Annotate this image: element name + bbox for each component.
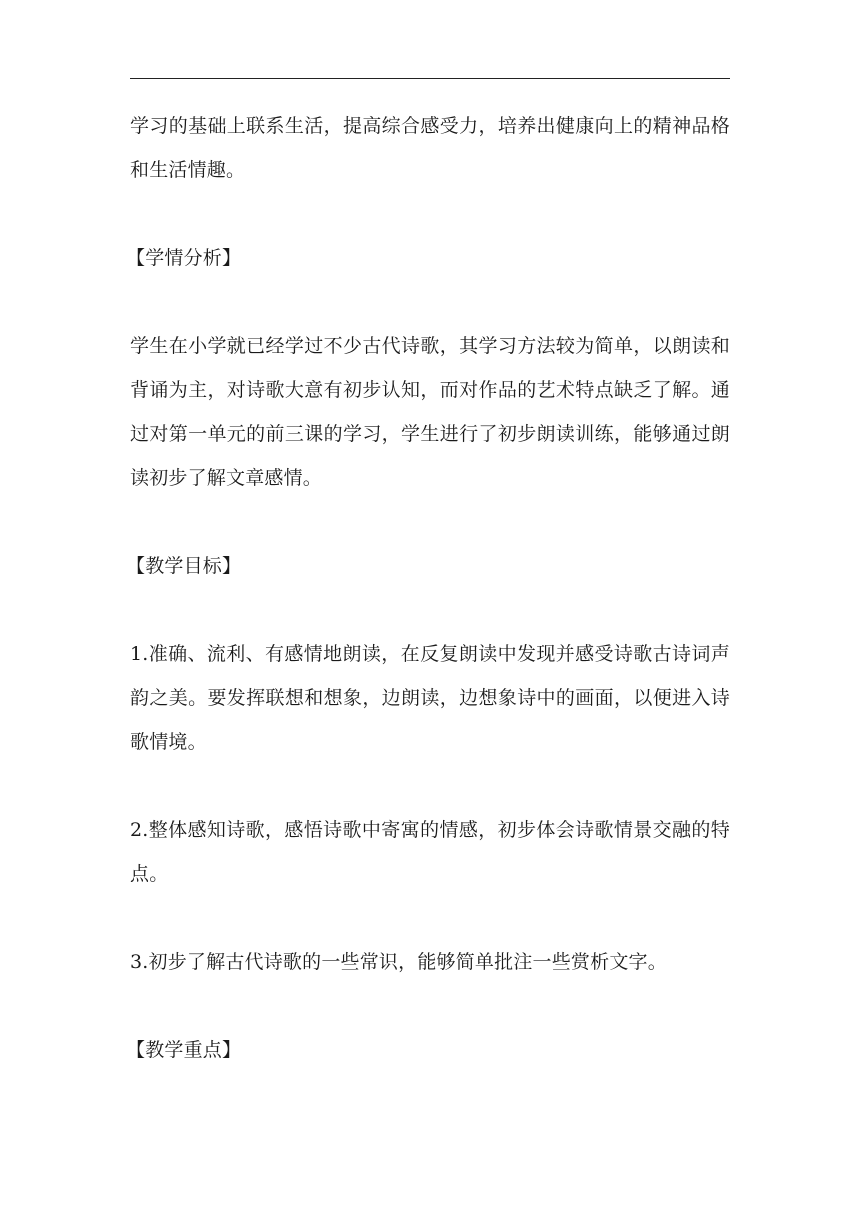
header-rule xyxy=(130,78,730,79)
goal-2: 2.整体感知诗歌，感悟诗歌中寄寓的情感，初步体会诗歌情景交融的特点。 xyxy=(130,819,730,885)
learning-analysis-paragraph: 学生在小学就已经学过不少古代诗歌，其学习方法较为简单，以朗读和背诵为主，对诗歌大意有初步认知，而对作品的艺术特点缺乏了解。通过对第一单元的前三课的学习，学生进行了初步朗读训练，能够通过朗读初步了解文章感情。 xyxy=(130,335,730,489)
document-body xyxy=(126,104,730,1072)
intro-paragraph: 学习的基础上联系生活，提高综合感受力，培养出健康向上的精神品格和生活情趣。 xyxy=(130,115,730,181)
goal-1: 1.准确、流利、有感情地朗读，在反复朗读中发现并感受诗歌古诗词声韵之美。要发挥联想和想象，边朗读，边想象诗中的画面，以便进入诗歌情境。 xyxy=(130,643,730,753)
goal-3: 3.初步了解古代诗歌的一些常识，能够简单批注一些赏析文字。 xyxy=(130,951,667,973)
heading-teaching-goals: 【教学目标】 xyxy=(126,555,242,577)
heading-key-points: 【教学重点】 xyxy=(126,1039,242,1061)
heading-learning-analysis: 【学情分析】 xyxy=(126,247,242,269)
